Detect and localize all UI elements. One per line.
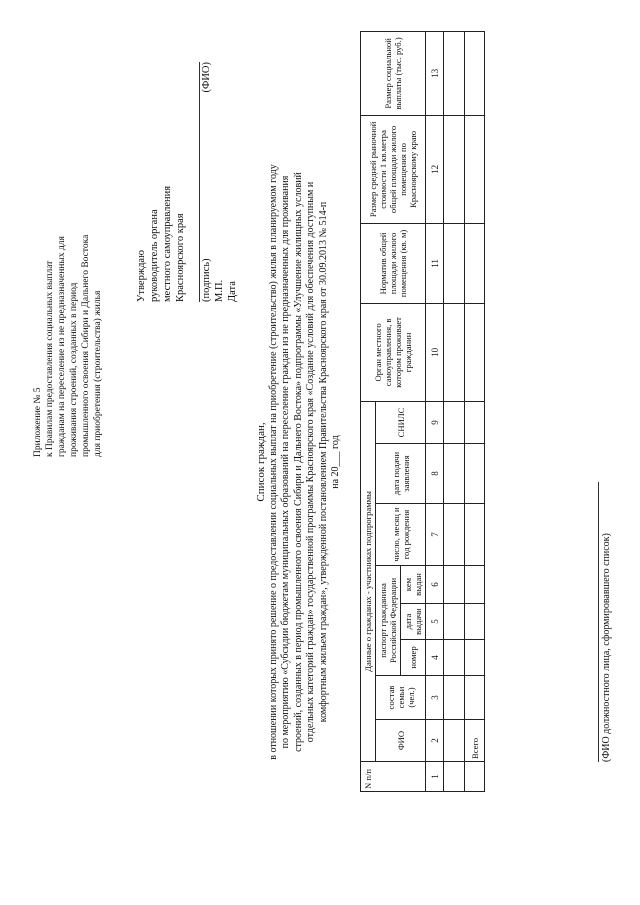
heading-line: по мероприятию «Субсидии бюджетам муниципальных образований на переселение граждан из не предназначенных для проживания (280, 175, 291, 749)
table-cell (444, 223, 465, 303)
column-number: 3 (426, 676, 444, 720)
appendix-line: Приложение № 5 (33, 387, 43, 457)
column-number: 8 (426, 444, 444, 504)
list-heading (255, 102, 343, 822)
header-passport: паспорт гражданина Российской Федерации (376, 566, 401, 676)
table-cell (444, 640, 465, 676)
footer-signer (598, 482, 612, 762)
approval-line: Красноярского края (175, 213, 186, 302)
table-cell (444, 566, 465, 604)
heading-line: отдельных категорий граждан» государственной программы Красноярского края «Создание условий для обеспечения доступным и (305, 181, 316, 743)
heading-line: на 20___ год (330, 435, 341, 489)
approval-line: руководитель органа (149, 209, 160, 302)
table-cell (444, 762, 465, 792)
empty-row (444, 31, 465, 791)
header-fio: ФИО (376, 720, 426, 762)
heading-line: в отношении которых принято решение о предоставлении социальных выплат на приобретение (строительство) жилья в планируемом году (267, 164, 279, 760)
header-payment: Размер социальной выплаты (тыс. руб.) (361, 31, 426, 115)
heading-line: строений, созданных в период промышленного освоения Сибири и Дальнего Востока» подпрограммы «Улучшение жилищных условий (292, 172, 304, 752)
header-citizen-data: Данные о гражданах - участниках подпрограммы (361, 401, 376, 761)
table-cell (465, 604, 485, 640)
header-authority: Орган местного самоуправления, в котором проживает гражданин (361, 303, 426, 401)
total-label: Всего (465, 720, 485, 762)
appendix-note (32, 77, 104, 457)
approval-block (135, 52, 239, 302)
table-cell (444, 115, 465, 223)
table-cell (444, 720, 465, 762)
column-number: 13 (426, 31, 444, 115)
column-number: 6 (426, 566, 444, 604)
table-cell (444, 504, 465, 566)
table-cell (465, 676, 485, 720)
citizens-table (360, 31, 485, 792)
table-cell (444, 444, 465, 504)
header-application-date: дата подачи заявления (376, 444, 426, 504)
table-cell (444, 604, 465, 640)
table-cell (444, 303, 465, 401)
header-issue-date: дата выдачи (401, 604, 426, 640)
column-number: 7 (426, 504, 444, 566)
column-number: 1 (426, 762, 444, 792)
signature-label: (подпись) (201, 258, 212, 302)
header-snils: СНИЛС (376, 401, 426, 443)
column-numbers-row (426, 31, 444, 791)
header-passport-number: номер (401, 640, 426, 676)
signer-line (598, 482, 599, 762)
column-number: 4 (426, 640, 444, 676)
approval-line: местного самоуправления (162, 185, 173, 302)
table-cell (465, 31, 485, 115)
column-number: 10 (426, 303, 444, 401)
table-cell (465, 115, 485, 223)
header-issued-by: кем выдан (401, 566, 426, 604)
date-label: Дата (227, 281, 238, 302)
table-cell (465, 401, 485, 443)
table-cell (465, 303, 485, 401)
column-number: 5 (426, 604, 444, 640)
total-row (465, 31, 485, 791)
table-cell (444, 676, 465, 720)
header-birth: число, месяц и год рождения (376, 504, 426, 566)
header-num: N п/п (361, 762, 426, 792)
column-number: 9 (426, 401, 444, 443)
appendix-line: к Правилам предоставления социальных выплат (45, 260, 55, 457)
column-number: 11 (426, 223, 444, 303)
list-title: Список граждан, (255, 422, 267, 502)
table-cell (465, 504, 485, 566)
stamp-label: М.П. (214, 279, 225, 302)
table-cell (444, 31, 465, 115)
heading-line: комфортным жильем граждан», утвержденной постановлением Правительства Красноярского края от 30.09.2013 № 514-п (317, 201, 329, 723)
column-number: 2 (426, 720, 444, 762)
table-cell (465, 566, 485, 604)
table-cell (444, 401, 465, 443)
approval-line: Утверждаю (136, 250, 147, 302)
appendix-line: для приобретения (строительства) жилья (93, 290, 103, 457)
appendix-line: гражданам на переселение из не предназначенных для (57, 236, 67, 457)
header-family: состав семьи (чел.) (376, 676, 426, 720)
table-cell (465, 762, 485, 792)
fio-label: (ФИО) (201, 62, 212, 93)
column-number: 12 (426, 115, 444, 223)
header-norm: Норматив общей площади жилого помещения (кв. м) (361, 223, 426, 303)
appendix-line: промышленного освоения Сибири и Дальнего Востока (81, 234, 91, 457)
document-page (20, 12, 620, 862)
table-cell (465, 640, 485, 676)
table-cell (465, 223, 485, 303)
header-price: Размер средней рыночной стоимости 1 кв.метра общей площади жилого помещения по Красноярскому краю (361, 115, 426, 223)
table-cell (465, 444, 485, 504)
signer-label: (ФИО должностного лица, сформировавшего список) (601, 533, 612, 762)
appendix-line: проживания строений, созданных в период (69, 282, 79, 457)
